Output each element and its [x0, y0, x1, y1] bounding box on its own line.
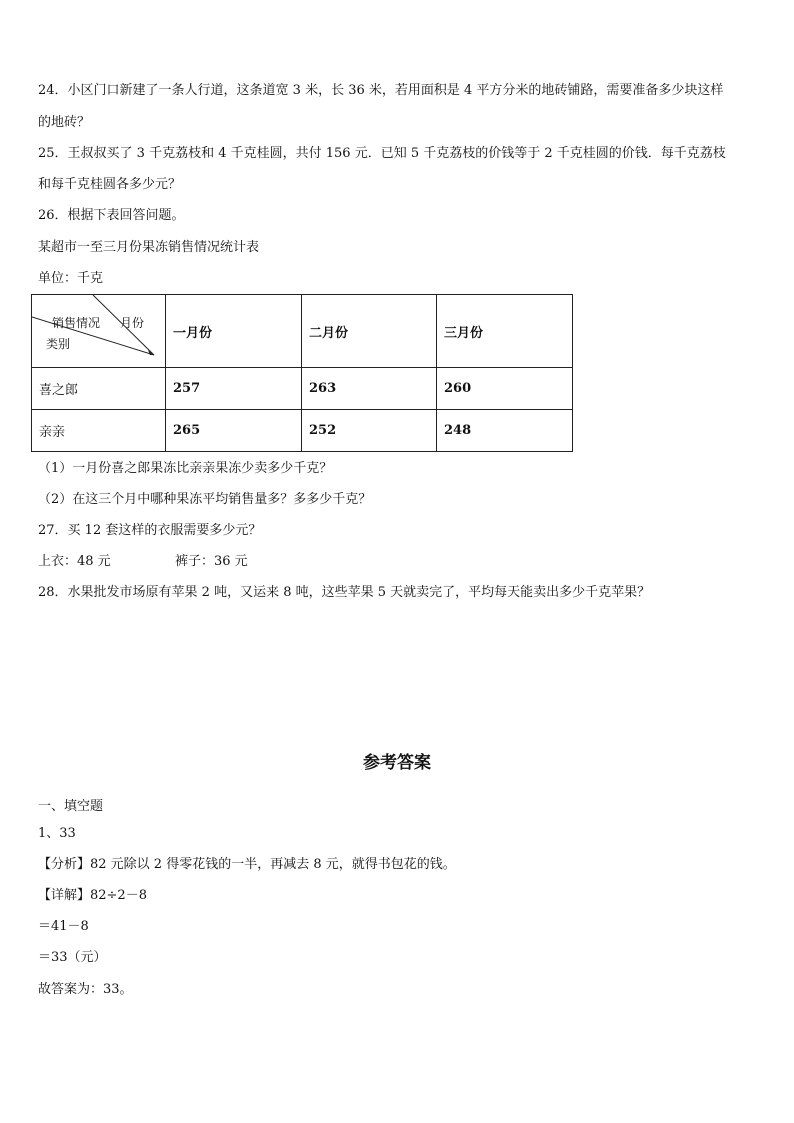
corner-diagonal-lines: [32, 295, 165, 367]
table-cell: 260: [437, 368, 573, 410]
q27-top-price: 上衣：48 元: [38, 554, 111, 569]
corner-label-sales: 销售情况: [52, 316, 101, 330]
corner-label-month: 月份: [120, 316, 145, 330]
answer-section: 一、填空题: [38, 799, 104, 814]
table-unit: 单位：千克: [38, 271, 104, 286]
q26-sub2: （2）在这三个月中哪种果冻平均销售量多？多多少千克？: [38, 492, 372, 507]
col-header-feb: 二月份: [302, 295, 437, 368]
q25-line1: 25．王叔叔买了 3 千克荔枝和 4 千克桂圆，共付 156 元．已知 5 千克荔枝的价钱等于 2 千克桂圆的价钱．每千克荔枝: [38, 146, 726, 161]
table-row: [32, 368, 573, 410]
q27-pants-price: 裤子：36 元: [175, 554, 248, 569]
row-name-qinqin: 亲亲: [32, 410, 166, 452]
answer-title: 参考答案: [363, 753, 431, 773]
answer-analysis: 【分析】82 元除以 2 得零花钱的一半，再减去 8 元，就得书包花的钱。: [38, 857, 456, 872]
answer-step2: ＝33（元）: [38, 950, 107, 965]
table-cell: 248: [437, 410, 573, 452]
sales-table: [31, 294, 573, 452]
table-header-row: [32, 295, 573, 368]
table-row: [32, 410, 573, 452]
q24-line2: 的地砖？: [38, 115, 91, 130]
answer-detail: 【详解】82÷2－8: [38, 888, 147, 903]
answer-step1: ＝41－8: [38, 919, 89, 934]
q28-line1: 28．水果批发市场原有苹果 2 吨，又运来 8 吨，这些苹果 5 天就卖完了，平均每天能卖出多少千克苹果？: [38, 585, 651, 600]
q26-sub1: （1）一月份喜之郎果冻比亲亲果冻少卖多少千克？: [38, 461, 333, 476]
q24-line1: 24．小区门口新建了一条人行道，这条道宽 3 米，长 36 米，若用面积是 4 平方分米的地砖铺路，需要准备多少块这样: [38, 83, 724, 98]
q26-line1: 26．根据下表回答问题。: [38, 208, 185, 223]
table-cell: 263: [302, 368, 437, 410]
table-cell: 257: [166, 368, 302, 410]
col-header-mar: 三月份: [437, 295, 573, 368]
row-name-xizhilang: 喜之郎: [32, 368, 166, 410]
corner-label-category: 类别: [46, 337, 71, 351]
col-header-jan: 一月份: [166, 295, 302, 368]
table-cell: 265: [166, 410, 302, 452]
q25-line2: 和每千克桂圆各多少元？: [38, 177, 182, 192]
table-title: 某超市一至三月份果冻销售情况统计表: [38, 240, 260, 255]
q27-line1: 27．买 12 套这样的衣服需要多少元？: [38, 523, 262, 538]
table-corner-header: [32, 295, 166, 368]
answer-conclusion: 故答案为：33。: [38, 982, 133, 997]
table-cell: 252: [302, 410, 437, 452]
answer-item-number: 1、33: [38, 826, 76, 841]
